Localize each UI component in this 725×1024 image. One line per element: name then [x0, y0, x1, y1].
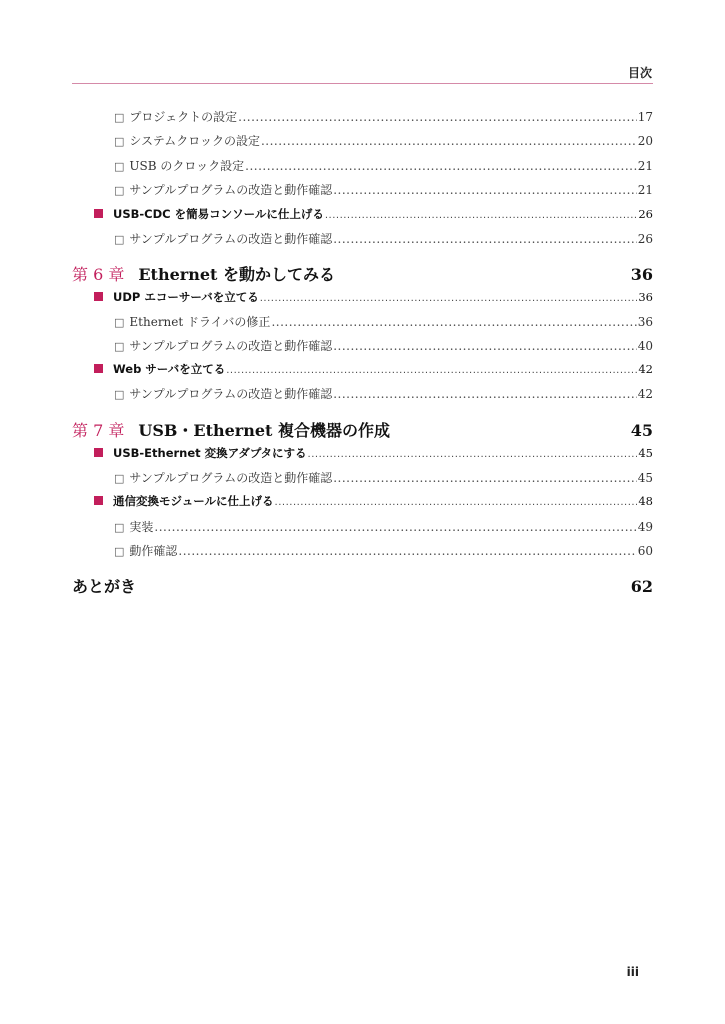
- entry-title: 動作確認: [129, 544, 178, 558]
- dot-leader: [333, 232, 637, 246]
- entry-title: 通信変換モジュールに仕上げる: [113, 494, 274, 508]
- empty-square-icon: □: [114, 340, 125, 353]
- entry-page-number: 26: [637, 232, 653, 246]
- toc-subsection-entry[interactable]: [114, 181, 653, 198]
- page-number: iii: [626, 965, 639, 979]
- chapter-title: Ethernet を動かしてみる: [138, 265, 335, 284]
- empty-square-icon: □: [114, 135, 125, 148]
- entry-title: サンプルプログラムの改造と動作確認: [129, 183, 333, 197]
- toc-section-entry[interactable]: [94, 493, 653, 509]
- entry-page-number: 21: [637, 183, 653, 197]
- dot-leader: [260, 293, 638, 304]
- dot-leader: [333, 471, 637, 485]
- entry-title: サンプルプログラムの改造と動作確認: [129, 387, 333, 401]
- entry-page-number: 20: [637, 134, 653, 148]
- toc-subsection-entry[interactable]: [114, 108, 653, 125]
- filled-square-icon: [94, 292, 103, 301]
- empty-square-icon: □: [114, 160, 125, 173]
- toc-subsection-entry[interactable]: [114, 469, 653, 486]
- toc-subsection-entry[interactable]: [114, 385, 653, 402]
- dot-leader: [333, 387, 637, 401]
- empty-square-icon: □: [114, 233, 125, 246]
- filled-square-icon: [94, 364, 103, 373]
- toc-subsection-entry[interactable]: [114, 157, 653, 174]
- toc-chapter-entry[interactable]: [72, 262, 653, 285]
- toc-subsection-entry[interactable]: [114, 230, 653, 247]
- entry-title: 実装: [129, 520, 154, 534]
- empty-square-icon: □: [114, 472, 125, 485]
- entry-page-number: 36: [637, 315, 653, 329]
- empty-square-icon: □: [114, 111, 125, 124]
- chapter-number: 第 7 章: [72, 421, 125, 440]
- filled-square-icon: [94, 496, 103, 505]
- dot-leader: [275, 497, 638, 508]
- entry-page-number: 45: [630, 421, 653, 440]
- entry-page-number: 42: [637, 387, 653, 401]
- entry-page-number: 62: [630, 577, 653, 596]
- entry-page-number: 42: [638, 362, 653, 376]
- entry-title: USB-CDC を簡易コンソールに仕上げる: [113, 207, 324, 221]
- empty-square-icon: □: [114, 388, 125, 401]
- entry-page-number: 49: [637, 520, 653, 534]
- empty-square-icon: □: [114, 316, 125, 329]
- empty-square-icon: □: [114, 545, 125, 558]
- toc-subsection-entry[interactable]: [114, 518, 653, 535]
- toc-section-entry[interactable]: [94, 361, 653, 377]
- toc-subsection-entry[interactable]: [114, 132, 653, 149]
- entry-title: サンプルプログラムの改造と動作確認: [129, 471, 333, 485]
- toc-subsection-entry[interactable]: [114, 542, 653, 559]
- running-header: 目次: [627, 66, 652, 80]
- toc-subsection-entry[interactable]: [114, 337, 653, 354]
- toc-chapter-entry[interactable]: [72, 418, 653, 441]
- chapter-title: USB・Ethernet 複合機器の作成: [138, 421, 390, 440]
- entry-title: USB のクロック設定: [129, 159, 245, 173]
- entry-title: サンプルプログラムの改造と動作確認: [129, 339, 333, 353]
- toc-section-entry[interactable]: [94, 289, 653, 305]
- chapter-title: あとがき: [72, 577, 137, 596]
- chapter-number: 第 6 章: [72, 265, 125, 284]
- dot-leader: [308, 449, 638, 460]
- entry-page-number: 36: [630, 265, 653, 284]
- entry-page-number: 26: [638, 207, 653, 221]
- entry-title: USB-Ethernet 変換アダプタにする: [113, 446, 307, 460]
- empty-square-icon: □: [114, 184, 125, 197]
- empty-square-icon: □: [114, 521, 125, 534]
- entry-title: プロジェクトの設定: [129, 110, 238, 124]
- entry-title: システムクロックの設定: [129, 134, 260, 148]
- dot-leader: [154, 520, 636, 534]
- entry-page-number: 60: [637, 544, 653, 558]
- entry-title: UDP エコーサーバを立てる: [113, 290, 259, 304]
- dot-leader: [226, 365, 637, 376]
- toc-section-entry[interactable]: [94, 445, 653, 461]
- toc-section-entry[interactable]: [94, 206, 653, 222]
- entry-page-number: 40: [637, 339, 653, 353]
- entry-title: Ethernet ドライバの修正: [129, 315, 271, 329]
- entry-page-number: 48: [638, 494, 653, 508]
- dot-leader: [271, 315, 636, 329]
- filled-square-icon: [94, 448, 103, 457]
- dot-leader: [238, 110, 637, 124]
- dot-leader: [333, 183, 637, 197]
- toc-chapter-entry[interactable]: [72, 574, 653, 597]
- entry-page-number: 45: [638, 446, 653, 460]
- filled-square-icon: [94, 209, 103, 218]
- entry-title: サンプルプログラムの改造と動作確認: [129, 232, 333, 246]
- entry-title: Web サーバを立てる: [113, 362, 226, 376]
- entry-page-number: 21: [637, 159, 653, 173]
- dot-leader: [333, 339, 637, 353]
- entry-page-number: 36: [638, 290, 653, 304]
- entry-page-number: 17: [637, 110, 653, 124]
- dot-leader: [245, 159, 637, 173]
- entry-page-number: 45: [637, 471, 653, 485]
- toc-subsection-entry[interactable]: [114, 313, 653, 330]
- dot-leader: [325, 210, 638, 221]
- dot-leader: [261, 134, 637, 148]
- dot-leader: [178, 544, 636, 558]
